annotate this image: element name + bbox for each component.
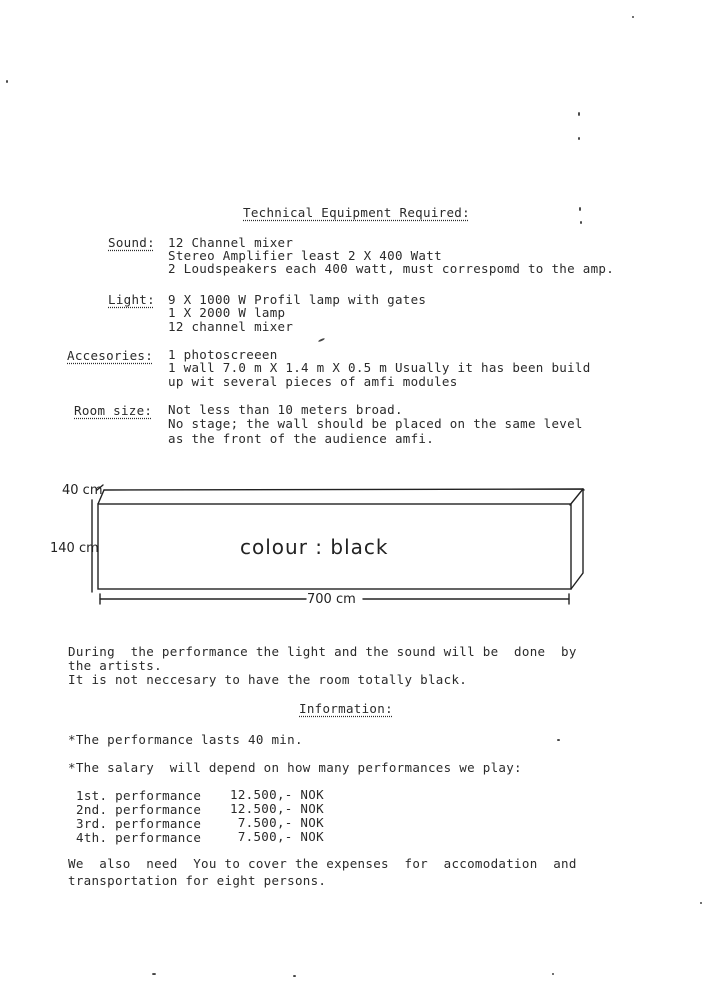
notes-line-2: the artists. (68, 658, 162, 673)
colour-label: colour : black (240, 535, 389, 559)
closing-line-2: transportation for eight persons. (68, 873, 327, 888)
performance-label: 1st. performance (76, 788, 202, 803)
scan-speck (580, 221, 582, 224)
light-line-1: 9 X 1000 W Profil lamp with gates (168, 292, 427, 307)
scan-speck (6, 80, 8, 83)
scan-speck (578, 112, 580, 116)
scan-speck (293, 975, 296, 977)
sound-line-2: Stereo Amplifier least 2 X 400 Watt (168, 248, 442, 263)
info-title: Information: (299, 701, 393, 716)
scan-speck (552, 973, 554, 975)
scan-speck (578, 137, 580, 140)
info-salary: *The salary will depend on how many performances we play: (68, 760, 522, 775)
performance-label: 2nd. performance (76, 802, 202, 817)
height-label: 140 cm (50, 541, 99, 556)
scan-speck (318, 338, 325, 343)
sound-line-3: 2 Loudspeakers each 400 watt, must correspomd to the amp. (168, 261, 615, 276)
scan-speck (152, 973, 156, 975)
performance-amount: 12.500,- NOK (230, 787, 324, 802)
page-title: Technical Equipment Required: (243, 205, 470, 220)
info-duration: *The performance lasts 40 min. (68, 732, 303, 747)
depth-label: 40 cm (62, 483, 103, 498)
sound-line-1: 12 Channel mixer (168, 235, 294, 250)
scan-speck (700, 902, 702, 904)
light-line-2: 1 X 2000 W lamp (168, 305, 286, 320)
notes-line-1: During the performance the light and the sound will be done by (68, 644, 577, 659)
wall-side-face (571, 489, 583, 589)
section-label-light: Light: (108, 292, 155, 307)
section-label-room-size: Room size: (74, 403, 153, 418)
room-line-1: Not less than 10 meters broad. (168, 402, 403, 417)
closing-line-1: We also need You to cover the expenses for accomodation and (68, 856, 577, 871)
wall-depth-edge-right (570, 489, 583, 505)
width-label: 700 cm (307, 592, 356, 607)
performance-amount: 7.500,- NOK (230, 829, 324, 844)
accesories-line-3: up wit several pieces of amfi modules (168, 374, 458, 389)
performance-amount: 7.500,- NOK (230, 815, 324, 830)
light-line-3: 12 channel mixer (168, 319, 294, 334)
section-label-sound: Sound: (108, 235, 155, 250)
performance-label: 3rd. performance (76, 816, 202, 831)
performance-amount: 12.500,- NOK (230, 801, 324, 816)
accesories-line-1: 1 photoscreeen (168, 347, 278, 362)
wall-top-back-edge (104, 489, 584, 490)
room-line-3: as the front of the audience amfi. (168, 431, 435, 446)
section-label-accesories: Accesories: (67, 348, 154, 363)
room-line-2: No stage; the wall should be placed on the same level (168, 416, 583, 431)
scan-speck (632, 16, 634, 18)
scan-speck (579, 207, 581, 211)
accesories-line-2: 1 wall 7.0 m X 1.4 m X 0.5 m Usually it has been build (168, 360, 591, 375)
scan-speck (557, 739, 560, 741)
performance-label: 4th. performance (76, 830, 202, 845)
notes-line-3: It is not neccesary to have the room totally black. (68, 672, 468, 687)
